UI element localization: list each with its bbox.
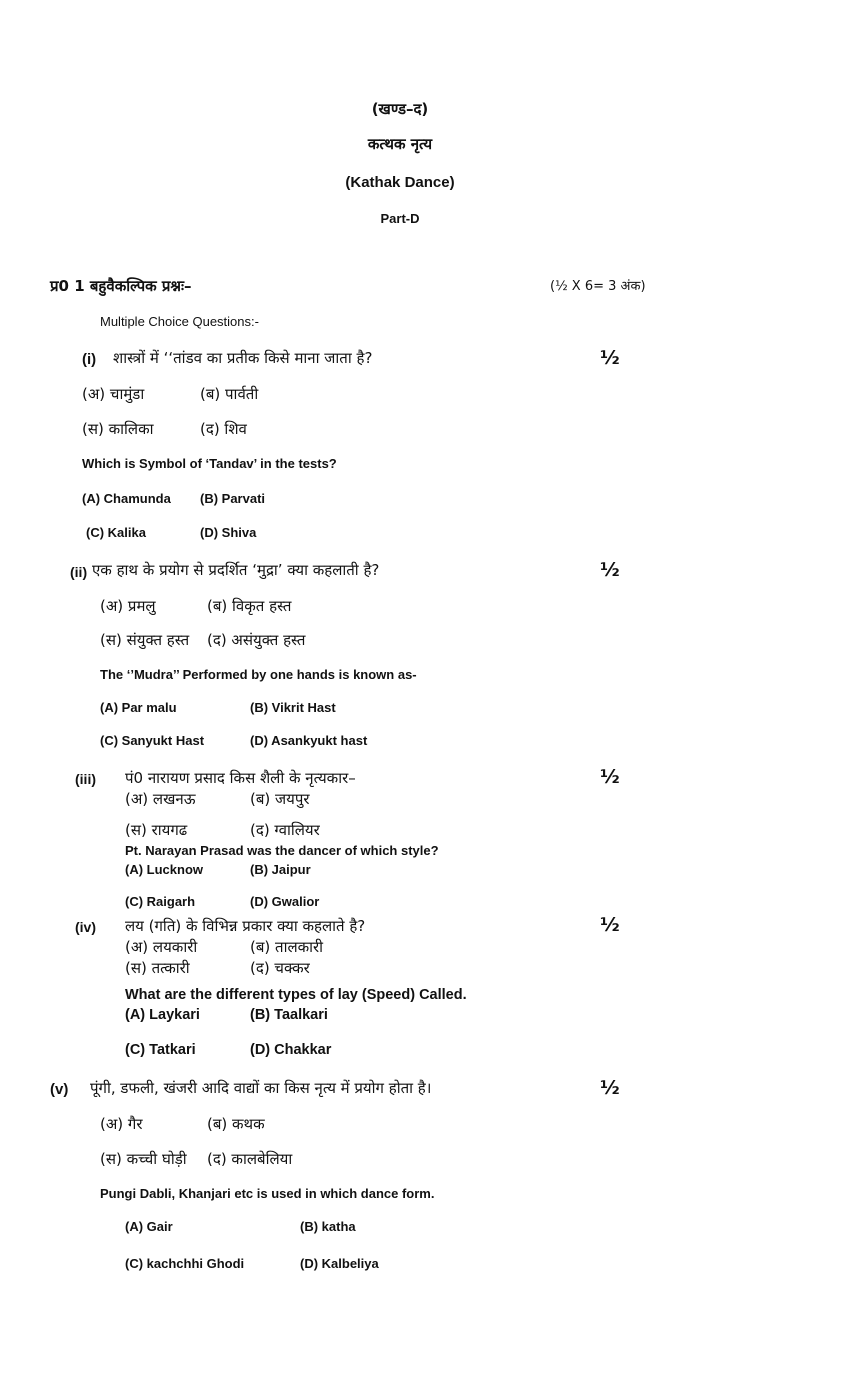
option-english: (D) Chakkar: [250, 1042, 332, 1058]
option-hindi: (ब) विकृत हस्त: [207, 597, 292, 615]
option-english: (D) Shiva: [200, 525, 257, 540]
section-heading-hindi: (खण्ड–द): [371, 100, 429, 118]
option-hindi: (अ) प्रमलु: [100, 597, 156, 615]
option-hindi: (ब) कथक: [207, 1115, 265, 1133]
item-question-english: The ‘’Mudra’’ Performed by one hands is known as-: [100, 667, 417, 682]
question-marks: (½ X 6= 3 अंक): [550, 279, 646, 294]
part-label: Part-D: [380, 211, 420, 226]
option-english: (D) Asankyukt hast: [250, 733, 368, 748]
option-english: (B) Parvati: [200, 491, 266, 506]
option-hindi: (अ) लयकारी: [125, 938, 198, 956]
option-hindi: (ब) पार्वती: [200, 385, 259, 403]
item-number: (v): [50, 1081, 69, 1098]
item-mark: ½: [600, 347, 620, 369]
option-hindi: (द) असंयुक्त हस्त: [207, 631, 306, 649]
item-question-hindi: लय (गति) के विभिन्न प्रकार क्या कहलाते है?: [125, 917, 366, 935]
item-question-english: Which is Symbol of ‘Tandav’ in the tests?: [82, 456, 337, 471]
item-question-hindi: पं0 नारायण प्रसाद किस शैली के नृत्यकार–: [125, 769, 356, 787]
option-english: (B) Taalkari: [250, 1007, 328, 1023]
question-label-hindi: प्र0 1 बहुवैकल्पिक प्रश्नः–: [50, 277, 192, 295]
item-question-english: Pt. Narayan Prasad was the dancer of which style?: [125, 843, 439, 858]
option-hindi: (स) कच्ची घोड़ी: [100, 1150, 187, 1168]
option-hindi: (द) शिव: [200, 420, 247, 438]
subject-heading-hindi: कत्थक नृत्य: [367, 135, 433, 153]
item-mark: ½: [600, 1077, 620, 1099]
option-hindi: (द) कालबेलिया: [207, 1150, 293, 1168]
option-english: (A) Chamunda: [82, 491, 171, 506]
option-hindi: (द) चक्कर: [250, 959, 310, 977]
item-number: (i): [82, 351, 97, 368]
option-hindi: (ब) तालकारी: [250, 938, 324, 956]
option-english: (B) Jaipur: [250, 862, 311, 877]
option-hindi: (अ) चामुंडा: [82, 385, 145, 403]
item-question-hindi: एक हाथ के प्रयोग से प्रदर्शित ‘मुद्रा’ क्या कहलाती है?: [92, 561, 380, 579]
option-english: (C) kachchhi Ghodi: [125, 1256, 245, 1271]
item-number: (ii): [70, 564, 88, 580]
option-english: (D) Kalbeliya: [300, 1256, 379, 1271]
item-question-hindi: पूंगी, डफली, खंजरी आदि वाद्यों का किस नृत्य में प्रयोग होता है।: [90, 1079, 432, 1097]
item-number: (iv): [75, 919, 96, 935]
subject-heading-english: (Kathak Dance): [345, 174, 455, 191]
option-english: (C) Tatkari: [125, 1042, 196, 1058]
item-mark: ½: [600, 914, 620, 936]
option-hindi: (अ) लखनऊ: [125, 790, 196, 808]
option-hindi: (अ) गैर: [100, 1115, 143, 1133]
option-english: (A) Lucknow: [125, 862, 203, 877]
option-english: (D) Gwalior: [250, 894, 320, 909]
option-hindi: (स) रायगढ: [125, 821, 188, 839]
item-number: (iii): [75, 771, 96, 787]
option-english: (C) Kalika: [86, 525, 146, 540]
item-question-english: Pungi Dabli, Khanjari etc is used in which dance form.: [100, 1186, 435, 1201]
option-hindi: (स) संयुक्त हस्त: [100, 631, 190, 649]
option-hindi: (ब) जयपुर: [250, 790, 310, 808]
option-hindi: (स) कालिका: [82, 420, 154, 438]
option-english: (A) Par malu: [100, 700, 177, 715]
question-label-english: Multiple Choice Questions:-: [100, 314, 259, 329]
item-mark: ½: [600, 559, 620, 581]
option-english: (B) Vikrit Hast: [250, 700, 336, 715]
option-english: (C) Sanyukt Hast: [100, 733, 205, 748]
option-english: (A) Gair: [125, 1219, 173, 1234]
item-mark: ½: [600, 766, 620, 788]
item-question-english: What are the different types of lay (Speed) Called.: [125, 987, 467, 1003]
option-hindi: (द) ग्वालियर: [250, 821, 320, 839]
option-english: (C) Raigarh: [125, 894, 196, 909]
option-english: (B) katha: [300, 1219, 356, 1234]
option-english: (A) Laykari: [125, 1007, 200, 1023]
item-question-hindi: शास्त्रों में ‘‘तांडव का प्रतीक किसे माना जाता है?: [113, 349, 373, 367]
option-hindi: (स) तत्कारी: [125, 959, 190, 977]
